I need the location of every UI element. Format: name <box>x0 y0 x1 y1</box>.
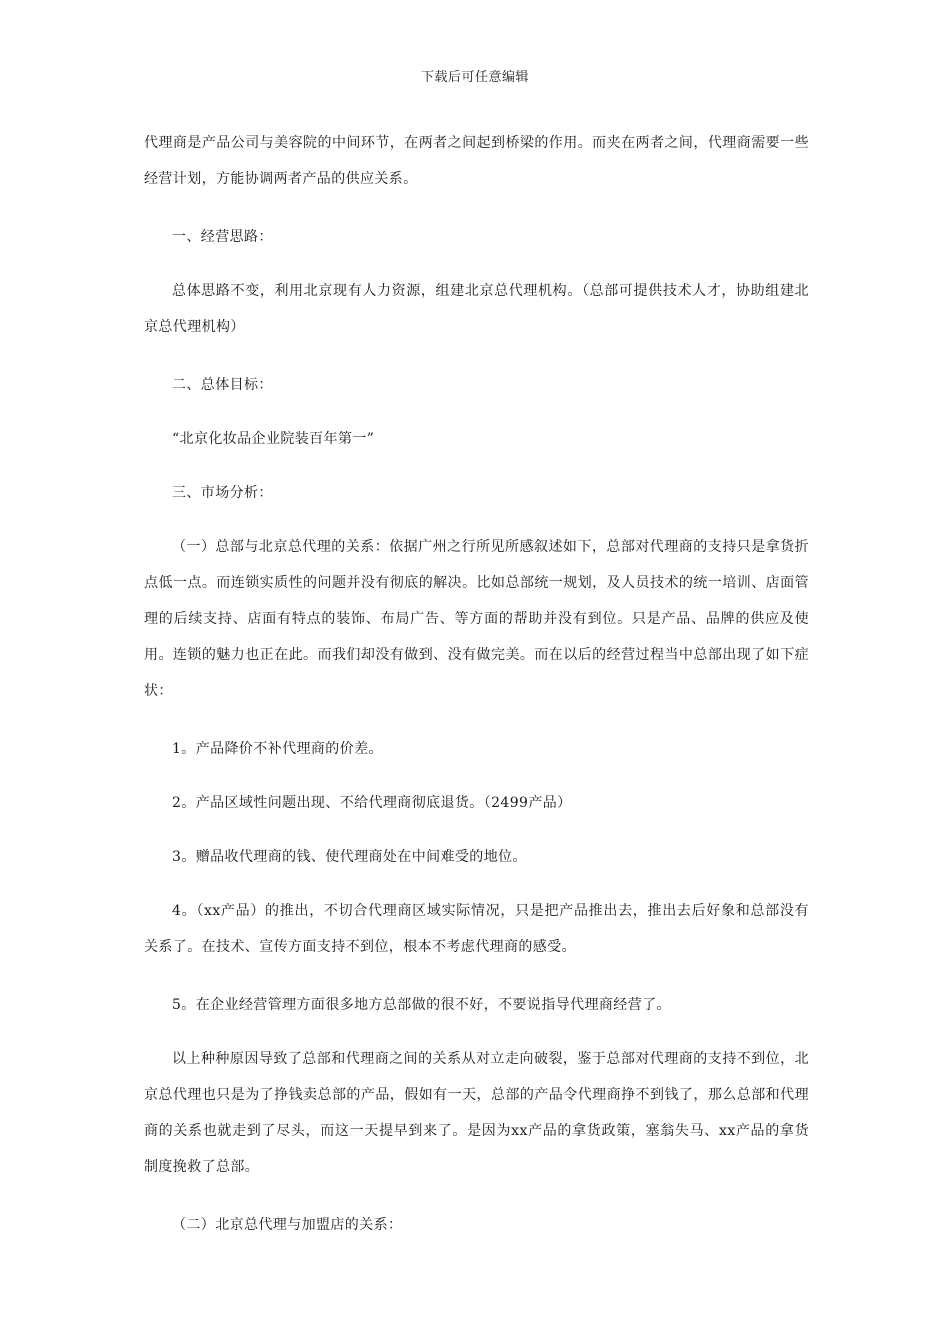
subsection-hq-relationship: （一）总部与北京总代理的关系：依据广州之行所见所感叙述如下，总部对代理商的支持只是拿货折点低一点。而连锁实质性的问题并没有彻底的解决。比如总部统一规划，及人员技术的统一培训、店面管理的后续支持、店面有特点的装饰、布局广告、等方面的帮助并没有到位。只是产品、品牌的供应及使用。连锁的魅力也正在此。而我们却没有做到、没有做完美。而在以后的经营过程当中总部出现了如下症状： <box>144 539 809 699</box>
section-body-overall-goal: “北京化妆品企业院装百年第一” <box>172 431 375 447</box>
intro-paragraph: 代理商是产品公司与美容院的中间环节，在两者之间起到桥梁的作用。而夹在两者之间，代理商需要一些经营计划，方能协调两者产品的供应关系。 <box>144 135 809 187</box>
section-heading-market-analysis: 三、市场分析： <box>172 485 273 501</box>
section-body-business-idea: 总体思路不变，利用北京现有人力资源，组建北京总代理机构。（总部可提供技术人才，协助组建北京总代理机构） <box>144 283 809 335</box>
summary-paragraph: 以上种种原因导致了总部和代理商之间的关系从对立走向破裂，鉴于总部对代理商的支持不到位，北京总代理也只是为了挣钱卖总部的产品，假如有一天，总部的产品令代理商挣不到钱了，那么总部和代理商的关系也就走到了尽头，而这一天提早到来了。是因为xx产品的拿货政策，塞翁失马、xx产品的拿货制度挽救了总部。 <box>144 1051 809 1175</box>
list-item: 1。产品降价不补代理商的价差。 <box>172 741 383 757</box>
list-item: 4。（xx产品）的推出，不切合代理商区域实际情况，只是把产品推出去，推出去后好象和总部没有关系了。在技术、宣传方面支持不到位，根本不考虑代理商的感受。 <box>144 903 809 955</box>
section-heading-business-idea: 一、经营思路： <box>172 229 273 245</box>
list-item: 2。产品区域性问题出现、不给代理商彻底退货。（2499产品） <box>172 795 572 811</box>
page-header: 下载后可任意编辑 <box>420 70 529 85</box>
list-item: 3。赠品收代理商的钱、使代理商处在中间难受的地位。 <box>172 849 527 865</box>
section-heading-overall-goal: 二、总体目标： <box>172 377 273 393</box>
subsection-franchise-relationship: （二）北京总代理与加盟店的关系： <box>172 1217 403 1233</box>
list-item: 5。在企业经营管理方面很多地方总部做的很不好，不要说指导代理商经营了。 <box>172 997 671 1013</box>
document-body <box>144 125 809 1265</box>
